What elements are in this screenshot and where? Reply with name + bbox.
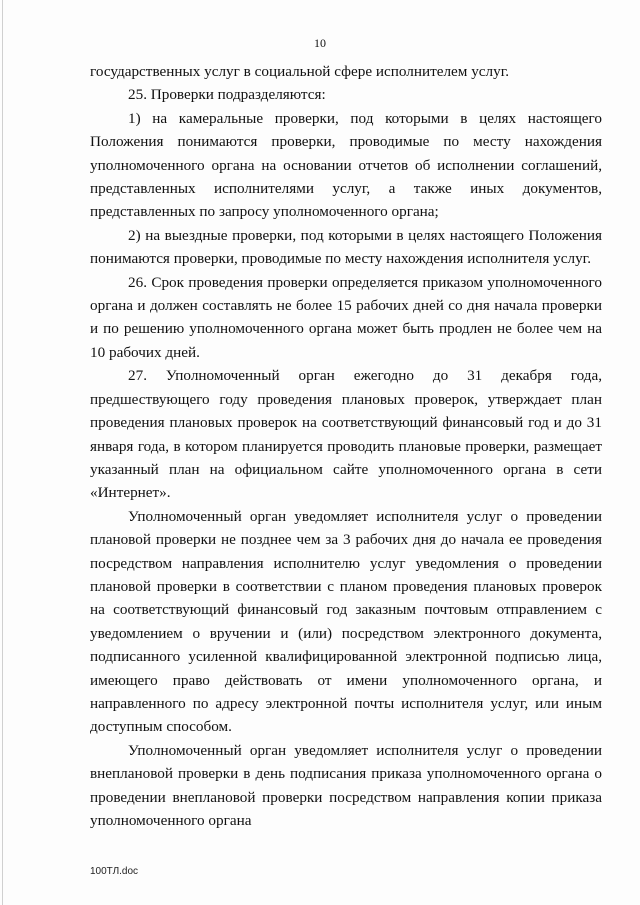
paragraph-planned-inspection-notice: Уполномоченный орган уведомляет исполнителя услуг о проведении плановой проверки не позднее чем за 3 рабочих дня до начала ее проведения посредством направления исполнителю услуг уведомления о проведении плановой проверки в соответствии с планом проведения плановых проверок на соответствующий финансовый год заказным почтовым отправлением с уведомлением о вручении и (или) посредством электронного документа, подписанного усиленной квалифицированной электронной подписью лица, имеющего право действовать от имени уполномоченного органа, и направленного по адресу электронной почты исполнителя услуг, или иным доступным способом. xyxy=(90,507,602,736)
paragraph-25: 25. Проверки подразделяются: xyxy=(128,86,326,104)
paragraph-unplanned-inspection-notice: Уполномоченный орган уведомляет исполнителя услуг о проведении внеплановой проверки в день подписания приказа уполномоченного органа о проведении внеплановой проверки посредством направления копии приказа уполномоченного органа xyxy=(90,741,602,829)
paragraph-27: 27. Уполномоченный орган ежегодно до 31 декабря года, предшествующего году проведения плановых проверок, утверждает план проведения плановых проверок на соответствующий финансовый год и до 31 января года, в котором планируется проводить плановые проверки, размещает указанный план на официальном сайте уполномоченного органа в сети «Интернет». xyxy=(90,367,602,502)
footer-filename: 100ТЛ.doc xyxy=(90,866,139,877)
paragraph-25-item-1: 1) на камеральные проверки, под которыми в целях настоящего Положения понимаются проверки, проводимые по месту нахождения уполномоченного органа на основании отчетов об исполнении соглашений, представленных исполнителями услуг, а также иных документов, представленных по запросу уполномоченного органа; xyxy=(90,109,602,221)
page-number: 10 xyxy=(314,36,326,50)
paragraph-26: 26. Срок проведения проверки определяется приказом уполномоченного органа и должен составлять не более 15 рабочих дней со дня начала проверки и по решению уполномоченного органа может быть продлен не более чем на 10 рабочих дней. xyxy=(90,273,602,361)
page-edge xyxy=(2,0,3,905)
document-body xyxy=(90,60,602,832)
paragraph-continuation: государственных услуг в социальной сфере исполнителем услуг. xyxy=(90,63,510,80)
paragraph-25-item-2: 2) на выездные проверки, под которыми в целях настоящего Положения понимаются проверки, проводимые по месту нахождения исполнителя услуг. xyxy=(90,226,602,268)
